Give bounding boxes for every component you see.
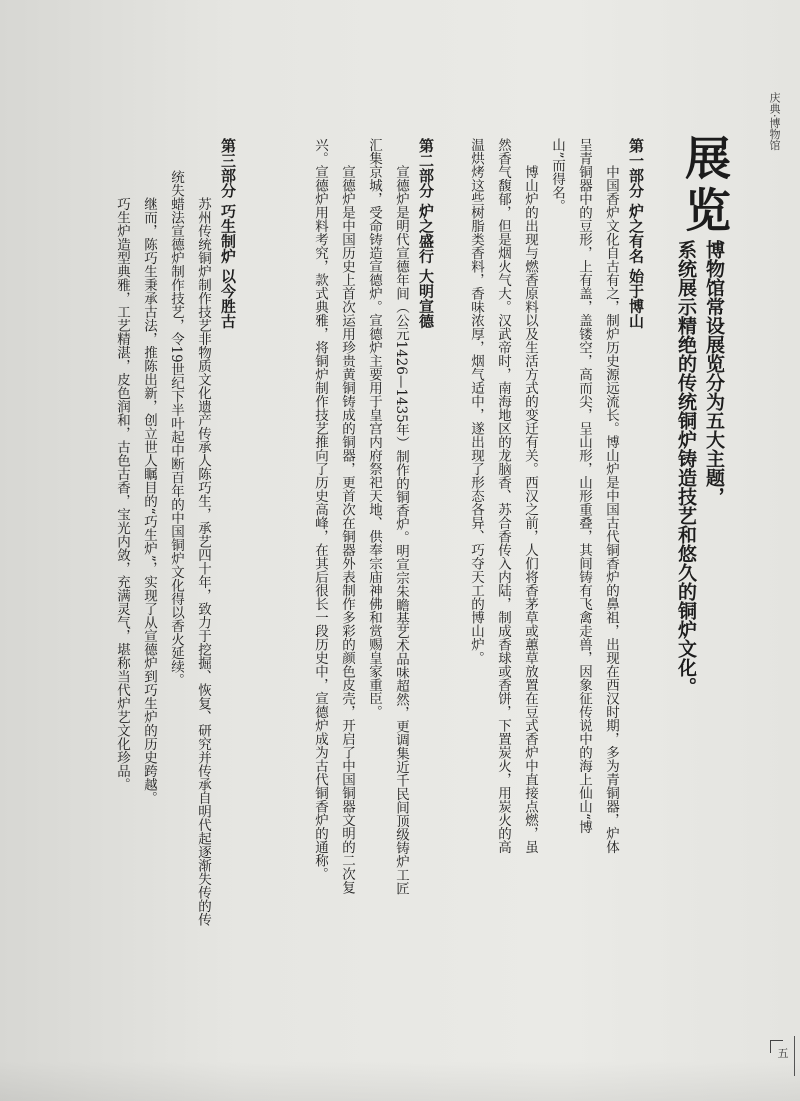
- section-body: [252, 138, 414, 898]
- section-heading: 第三部分 巧生制炉 以今胜古: [219, 138, 237, 329]
- paragraph: 继而，陈巧生秉承古法，推陈出新，创立世人瞩目的“巧生炉”，实现了从宣德炉到巧生炉的历史跨越。: [141, 197, 157, 805]
- intro-line: 系统展示精绝的传统铜炉铸造技艺和悠久的铜炉文化。: [675, 240, 697, 696]
- paragraph: 宣德炉是中国历史上首次运用珍贵黄铜铸成的铜器，更首次在铜器外表制作多彩的颜色皮壳，开启了中国铜器文明的二次复兴。宣德炉用料考究，款式典雅，将铜炉制作技艺推向了历史高峰，在其后很长一段历史中，宣德炉成为古代铜香炉的通称。: [312, 138, 355, 894]
- page-title: 展览: [678, 134, 732, 238]
- paragraph: 宣德炉是明代宣德年间（公元1426—1435年）制作的铜香炉。明宣宗朱瞻基艺术品味超然，更调集近千民间顶级铸炉工匠汇集京城，受命铸造宣德炉。宣德炉主要用于皇宫内府祭祀天地、供奉宗庙神佛和赏赐皇家重臣。: [366, 138, 409, 896]
- folio-rule: [794, 1036, 795, 1076]
- section-body: [462, 138, 624, 858]
- paragraph: 博山炉的出现与燃香原料以及生活方式的变迁有关。西汉之前，人们将香茅草或蕙草放置在豆式香炉中直接点燃，虽然香气馥郁，但是烟火气大。汉武帝时，南海地区的龙脑香、苏合香传入内陆，制成香球或香饼，下置炭火，用炭火的高温烘烤这些树脂类香料，香味浓厚，烟气适中，遂出现了形态各异、巧夺天工的博山炉。: [468, 138, 538, 854]
- running-head: 庆典·博物馆: [768, 92, 781, 151]
- page-number: 五: [777, 1047, 789, 1060]
- section-body: [108, 170, 216, 930]
- intro-text: [672, 240, 728, 696]
- intro-line: 博物馆常设展览分为五大主题，: [703, 240, 725, 506]
- paragraph: 中国香炉文化自古有之，制炉历史源远流长。博山炉是中国古代铜香炉的鼻祖，出现在西汉时期，多为青铜器，炉体呈青铜器中的豆形，上有盖，盖镂空，高而尖，呈山形，山形重叠，其间铸有飞禽走兽，因象征传说中的海上仙山“博山”而得名。: [549, 138, 619, 854]
- section-heading: 第一部分 炉之有名 始于博山: [627, 138, 645, 329]
- paragraph: 巧生炉造型典雅，工艺精湛，皮色润和，古色古香，宝光内敛，充满灵气，堪称当代炉艺文化珍品。: [114, 197, 130, 791]
- paragraph: 苏州传统铜炉制作技艺非物质文化遗产传承人陈巧生，承艺四十年，致力于挖掘、恢复、研究并传承自明代起逐渐失传的传统失蜡法宣德炉制作技艺，令19世纪下半叶起中断百年的中国铜炉文化得以香火延续。: [168, 170, 211, 926]
- section-heading: 第二部分 炉之盛行 大明宣德: [417, 138, 435, 329]
